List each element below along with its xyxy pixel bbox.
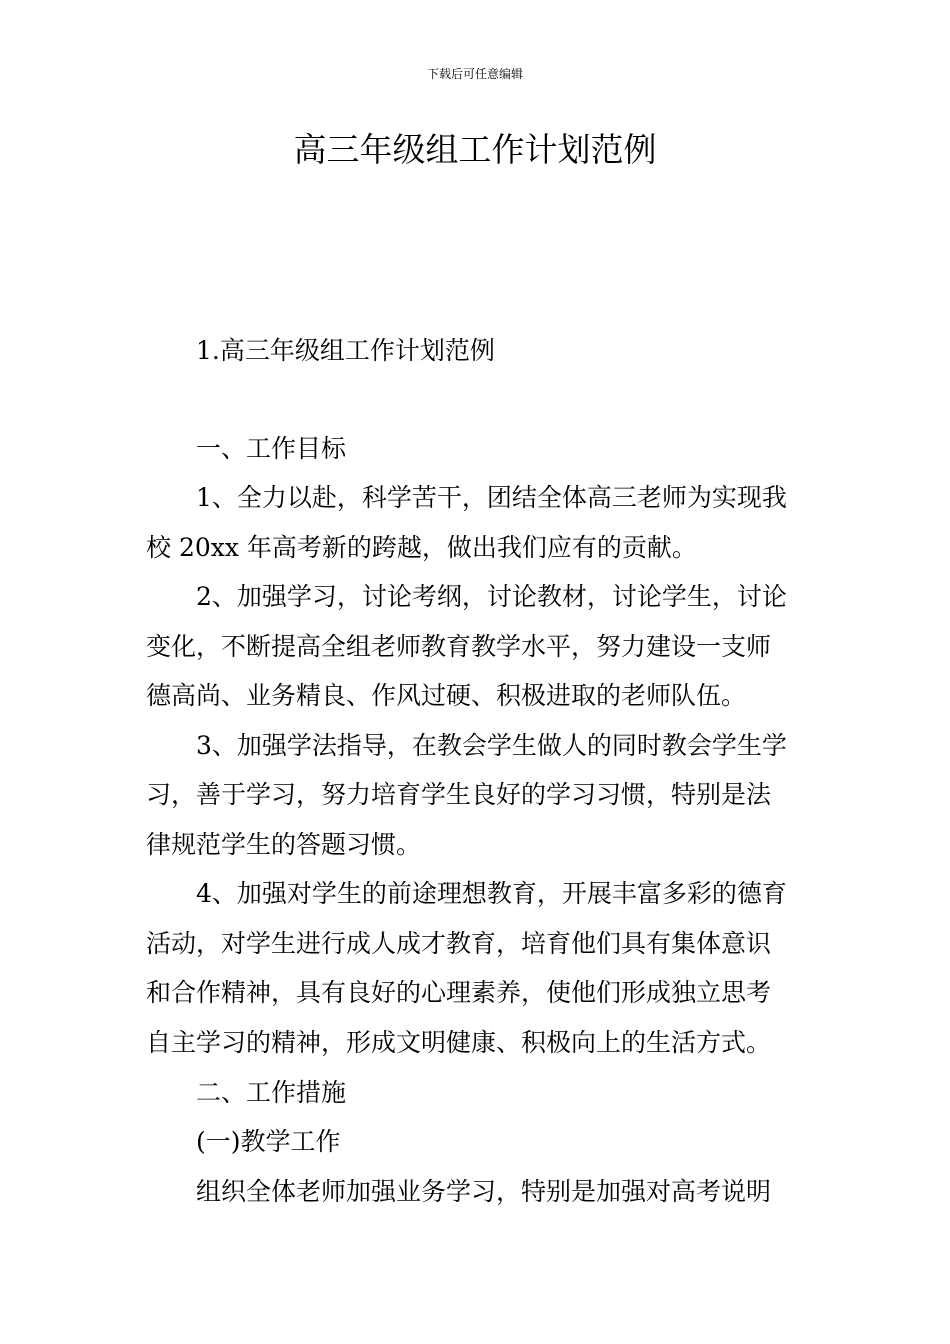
header-note: 下载后可任意编辑 — [426, 67, 523, 81]
goal-1-line-1: 1、全力以赴，科学苦干，团结全体高三老师为实现我 — [196, 483, 787, 512]
goal-2-line-2: 变化，不断提高全组老师教育教学水平，努力建设一支师 — [146, 632, 772, 661]
measures-heading: 二、工作措施 — [196, 1078, 347, 1107]
goal-3-line-3: 律规范学生的答题习惯。 — [146, 830, 422, 859]
section-heading: 1.高三年级组工作计划范例 — [196, 336, 495, 365]
goal-3-line-2: 习，善于学习，努力培育学生良好的学习习惯，特别是法 — [146, 780, 772, 809]
goal-4-line-1: 4、加强对学生的前途理想教育，开展丰富多彩的德育 — [196, 879, 787, 908]
goal-3-line-1: 3、加强学法指导，在教会学生做人的同时教会学生学 — [196, 731, 787, 760]
goal-4-line-4: 自主学习的精神，形成文明健康、积极向上的生活方式。 — [146, 1028, 772, 1057]
goals-heading: 一、工作目标 — [196, 434, 347, 463]
goal-2-line-1: 2、加强学习，讨论考纲，讨论教材，讨论学生，讨论 — [196, 582, 787, 611]
goal-4-line-3: 和合作精神，具有良好的心理素养，使他们形成独立思考 — [146, 978, 772, 1007]
goal-4-line-2: 活动，对学生进行成人成才教育，培育他们具有集体意识 — [146, 929, 772, 958]
teaching-text-line-1: 组织全体老师加强业务学习，特别是加强对高考说明 — [196, 1177, 772, 1206]
document-title: 高三年级组工作计划范例 — [293, 130, 657, 169]
teaching-heading: (一)教学工作 — [196, 1127, 341, 1156]
goal-1-line-2: 校 20xx 年高考新的跨越，做出我们应有的贡献。 — [146, 533, 697, 562]
goal-2-line-3: 德高尚、业务精良、作风过硬、积极进取的老师队伍。 — [146, 681, 747, 710]
